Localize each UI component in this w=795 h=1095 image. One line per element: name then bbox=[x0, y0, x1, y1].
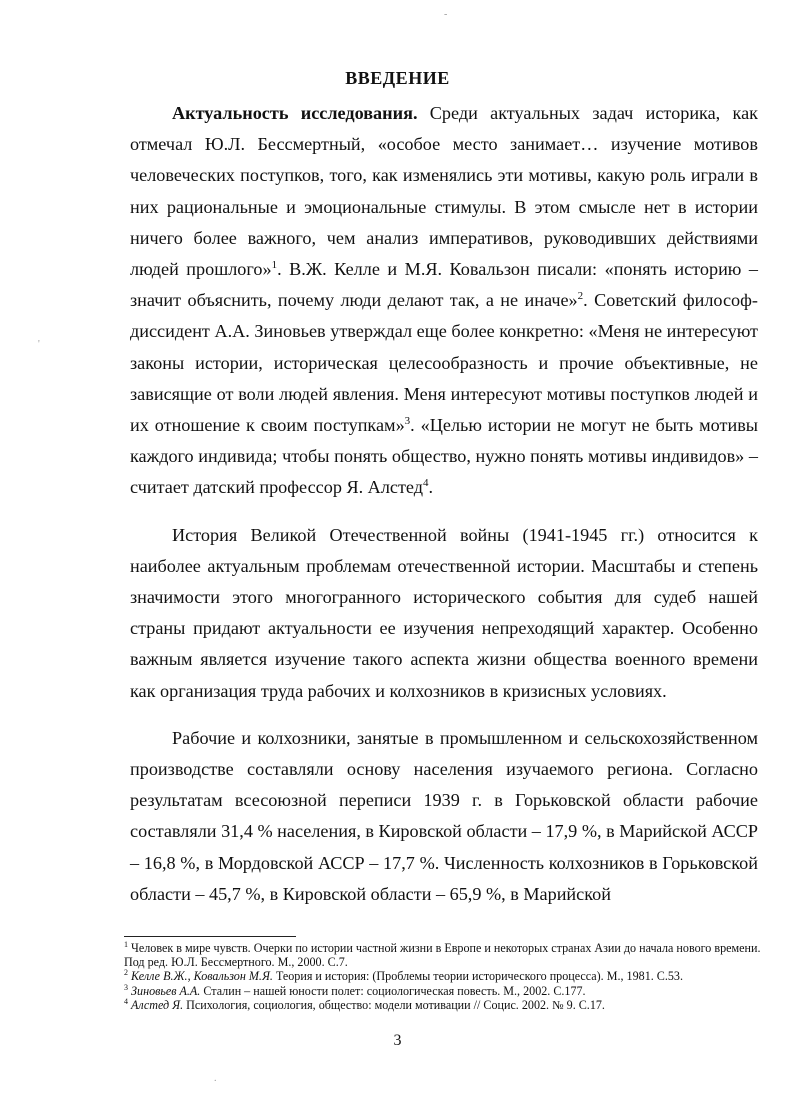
footnote-text: Человек в мире чувств. Очерки по истории частной жизни в Европе и некоторых странах Азии до начала нового времени. Под ред. Ю.Л. Бессмертного. М., 2000. С.7. bbox=[124, 941, 761, 970]
footnote-ref-3[interactable]: 3 bbox=[404, 415, 411, 428]
footnote-3 bbox=[124, 984, 764, 998]
page-number: 3 bbox=[393, 1032, 402, 1049]
footnote-number: 3 bbox=[124, 982, 128, 992]
footnote-text: Теория и история: (Проблемы теории исторического процесса). М., 1981. С.53. bbox=[272, 969, 683, 984]
paragraph-relevance bbox=[130, 98, 758, 504]
body-text bbox=[130, 98, 758, 926]
footnote-author: Зиновьев А.А. bbox=[131, 983, 201, 998]
page-heading: ВВЕДЕНИЕ bbox=[345, 68, 450, 88]
paragraph-war-history: История Великой Отечественной войны (1941-1945 гг.) относится к наиболее актуальным проблемам отечественной истории. Масштабы и степень значимости этого многогранного исторического события для судеб нашей страны придают актуальности ее изучения непреходящий характер. Особенно важным является изучение такого аспекта жизни общества военного времени как организация труда рабочих и колхозников в кризисных условиях. bbox=[130, 524, 758, 701]
footnote-divider bbox=[124, 936, 296, 937]
footnote-text: Сталин – нашей юности полет: социологическая повесть. М., 2002. С.177. bbox=[200, 983, 586, 998]
footnote-1 bbox=[124, 941, 764, 969]
footnote-author: Келле В.Ж., Ковальзон М.Я. bbox=[131, 969, 273, 984]
lead-phrase: Актуальность исследования. bbox=[172, 103, 418, 123]
footnote-text: Психология, социология, общество: модели мотивации // Социс. 2002. № 9. С.17. bbox=[183, 997, 605, 1012]
text-run: . bbox=[428, 477, 434, 498]
footnote-number: 1 bbox=[124, 940, 128, 949]
footnote-ref-1[interactable]: 1 bbox=[271, 259, 278, 272]
scan-speck: ' bbox=[38, 339, 40, 350]
footnote-2 bbox=[124, 969, 764, 983]
scan-speck: - bbox=[444, 9, 448, 20]
footnotes bbox=[124, 941, 764, 1012]
footnote-number: 2 bbox=[124, 968, 128, 978]
footnote-author: Алстед Я. bbox=[131, 997, 184, 1012]
footnote-ref-4[interactable]: 4 bbox=[423, 477, 429, 490]
paragraph-workers: Рабочие и колхозники, занятые в промышленном и сельскохозяйственном производстве составляли основу населения изучаемого региона. Согласно результатам всесоюзной переписи 1939 г. в Горьковской области рабочие составляли 31,4 % населения, в Кировской области – 17,9 %, в Марийской АССР – 16,8 %, в Мордовской АССР – 17,7 %. Численность колхозников в Горьковской области – 45,7 %, в Кировской области – 65,9 %, в Марийской bbox=[130, 727, 758, 904]
footnote-ref-2[interactable]: 2 bbox=[577, 290, 584, 303]
footnote-number: 4 bbox=[124, 996, 128, 1006]
text-run: . В.Ж. Келле и М.Я. Ковальзон писали: «понять историю – значит объяснить, почему люди делают так, а не иначе» bbox=[130, 259, 758, 311]
scan-speck: . bbox=[214, 1073, 217, 1084]
footnote-4 bbox=[124, 998, 764, 1012]
text-run: . Советский философ-диссидент А.А. Зиновьев утверждал еще более конкретно: «Меня не интересуют законы истории, историческая целесообразность и прочие объективные, не зависящие от воли людей явления. Меня интересуют мотивы поступков людей и их отношение к своим поступкам» bbox=[130, 290, 758, 436]
text-run: . «Целью истории не могут не быть мотивы каждого индивида; чтобы понять общество, нужно понять мотивы индивидов» – считает датский профессор Я. Алстед bbox=[130, 415, 759, 498]
text-run: Среди актуальных задач историка, как отмечал Ю.Л. Бессмертный, «особое место занимает… изучение мотивов человеческих поступков, того, как изменялись эти мотивы, какую роль играли в них рациональные и эмоциональные стимулы. В этом смысле нет в истории ничего более важного, чем анализ императивов, руководивших действиями людей прошлого» bbox=[130, 103, 758, 280]
